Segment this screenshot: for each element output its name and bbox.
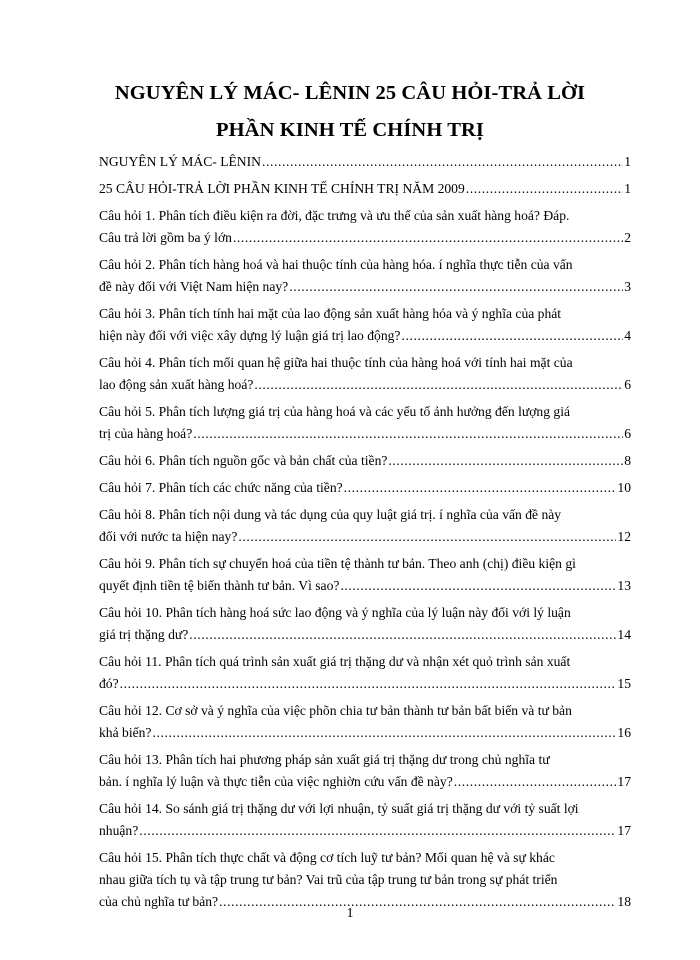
toc-page-number: 17 bbox=[617, 823, 631, 838]
toc-entry-last-line bbox=[99, 423, 631, 445]
toc-entry[interactable] bbox=[99, 178, 631, 200]
toc-entry-text: Câu hỏi 15. Phân tích thực chất và động cơ tích luỹ tư bản? Mối quan hệ và sự khác bbox=[99, 850, 555, 865]
toc-page-number: 14 bbox=[617, 627, 631, 642]
toc-entry-text: nhuận? bbox=[99, 823, 139, 838]
toc-page-number: 16 bbox=[617, 725, 631, 740]
toc-entry[interactable] bbox=[99, 401, 631, 445]
toc-entry[interactable] bbox=[99, 651, 631, 695]
toc-entry[interactable] bbox=[99, 303, 631, 347]
toc-entry-text: Câu hỏi 6. Phân tích nguồn gốc và bản chất của tiền? bbox=[99, 453, 388, 468]
toc-page-number: 17 bbox=[617, 774, 631, 789]
toc-dot-leader bbox=[401, 325, 623, 347]
toc-dot-leader bbox=[454, 771, 617, 793]
toc-page-number: 10 bbox=[617, 480, 631, 495]
toc-entry-text: bản. í nghĩa lý luận và thực tiễn của việc nghiờn cứu vấn đề này? bbox=[99, 774, 453, 789]
toc-entry-text: của chủ nghĩa tư bản? bbox=[99, 894, 219, 909]
toc-entry-text: nhau giữa tích tụ và tập trung tư bản? Vai trũ của tập trung tư bản trong sự phát triển bbox=[99, 872, 558, 887]
toc-entry[interactable] bbox=[99, 553, 631, 597]
toc-entry-last-line bbox=[99, 722, 631, 744]
toc-entry-text: Câu hỏi 7. Phân tích các chức năng của tiền? bbox=[99, 480, 343, 495]
toc-dot-leader bbox=[139, 820, 616, 842]
toc-entry-text: Câu hỏi 5. Phân tích lượng giá trị của hàng hoá và các yếu tố ảnh hưởng đến lượng giá bbox=[99, 404, 571, 419]
toc-entry[interactable] bbox=[99, 205, 631, 249]
toc-entry-text: Câu hỏi 10. Phân tích hàng hoá sức lao động và ý nghĩa của lý luận này đối với lý luận bbox=[99, 605, 571, 620]
toc-entry-last-line bbox=[99, 477, 631, 499]
toc-entry-last-line bbox=[99, 820, 631, 842]
toc-dot-leader bbox=[120, 673, 617, 695]
toc-entry[interactable] bbox=[99, 504, 631, 548]
toc-entry[interactable] bbox=[99, 847, 631, 913]
document-title-line-1: NGUYÊN LÝ MÁC- LÊNIN 25 CÂU HỎI-TRẢ LỜI bbox=[114, 82, 586, 104]
toc-entry[interactable] bbox=[99, 352, 631, 396]
toc-dot-leader bbox=[233, 227, 623, 249]
document-title-line-2: PHẦN KINH TẾ CHÍNH TRỊ bbox=[216, 119, 484, 141]
toc-entry-text: Câu hỏi 8. Phân tích nội dung và tác dụng của quy luật giá trị. í nghĩa của vấn đề này bbox=[99, 507, 562, 522]
toc-entry-text: Câu hỏi 13. Phân tích hai phương pháp sản xuất giá trị thặng dư trong chủ nghĩa tư bbox=[99, 752, 550, 767]
toc-entry-last-line bbox=[99, 151, 631, 173]
toc-page-number: 6 bbox=[624, 377, 631, 392]
toc-entry-text: đề này đối với Việt Nam hiện nay? bbox=[99, 279, 289, 294]
toc-dot-leader bbox=[152, 722, 616, 744]
toc-dot-leader bbox=[238, 526, 616, 548]
toc-entry-text: đối với nước ta hiện nay? bbox=[99, 529, 238, 544]
toc-entry[interactable] bbox=[99, 602, 631, 646]
toc-entry-text: giá trị thặng dư? bbox=[99, 627, 189, 642]
toc-entry-text: lao động sản xuất hàng hoá? bbox=[99, 377, 254, 392]
toc-page-number: 1 bbox=[624, 181, 631, 196]
toc-dot-leader bbox=[193, 423, 623, 445]
toc-entry-last-line bbox=[99, 526, 631, 548]
toc-entry-text: Câu hỏi 3. Phân tích tính hai mặt của lao động sản xuất hàng hóa và ý nghĩa của phát bbox=[99, 306, 562, 321]
toc-dot-leader bbox=[344, 477, 617, 499]
toc-entry-text: Câu hỏi 4. Phân tích mối quan hệ giữa hai thuộc tính của hàng hoá với tính hai mặt của bbox=[99, 355, 573, 370]
toc-entry-text: trị của hàng hoá? bbox=[99, 426, 193, 441]
toc-entry[interactable] bbox=[99, 450, 631, 472]
toc-entry-last-line bbox=[99, 673, 631, 695]
toc-page-number: 3 bbox=[624, 279, 631, 294]
toc-entry-text: Câu hỏi 2. Phân tích hàng hoá và hai thuộc tính của hàng hóa. í nghĩa thực tiễn của vấn bbox=[99, 257, 573, 272]
toc-entry-last-line bbox=[99, 227, 631, 249]
toc-entry-text: Câu trả lời gồm ba ý lớn bbox=[99, 230, 232, 245]
toc-entry[interactable] bbox=[99, 477, 631, 499]
table-of-contents bbox=[99, 151, 631, 918]
toc-entry-last-line bbox=[99, 325, 631, 347]
toc-entry-text: đó? bbox=[99, 676, 119, 691]
toc-page-number: 8 bbox=[624, 453, 631, 468]
toc-page-number: 15 bbox=[617, 676, 631, 691]
toc-entry[interactable] bbox=[99, 749, 631, 793]
toc-entry-text: quyết định tiền tệ biến thành tư bản. Vì sao? bbox=[99, 578, 340, 593]
page-number: 1 bbox=[346, 906, 354, 921]
toc-entry-text: Câu hỏi 11. Phân tích quá trình sản xuất giá trị thặng dư và nhận xét quỏ trình sản xuất bbox=[99, 654, 571, 669]
toc-entry-last-line bbox=[99, 276, 631, 298]
toc-page-number: 18 bbox=[617, 894, 631, 909]
toc-page-number: 1 bbox=[624, 154, 631, 169]
toc-dot-leader bbox=[189, 624, 616, 646]
toc-entry-text: khả biến? bbox=[99, 725, 152, 740]
toc-entry-last-line bbox=[99, 178, 631, 200]
toc-page-number: 4 bbox=[624, 328, 631, 343]
toc-dot-leader bbox=[466, 178, 623, 200]
toc-entry-last-line bbox=[99, 575, 631, 597]
toc-dot-leader bbox=[254, 374, 623, 396]
toc-entry-last-line bbox=[99, 771, 631, 793]
toc-entry-text: Câu hỏi 1. Phân tích điều kiện ra đời, đặc trưng và ưu thế của sản xuất hàng hoá? Đáp. bbox=[99, 208, 570, 223]
toc-dot-leader bbox=[388, 450, 623, 472]
toc-dot-leader bbox=[289, 276, 623, 298]
toc-entry-last-line bbox=[99, 624, 631, 646]
toc-entry[interactable] bbox=[99, 254, 631, 298]
toc-dot-leader bbox=[340, 575, 616, 597]
toc-entry[interactable] bbox=[99, 798, 631, 842]
toc-entry[interactable] bbox=[99, 700, 631, 744]
toc-page-number: 12 bbox=[617, 529, 631, 544]
toc-entry-text: Câu hỏi 9. Phân tích sự chuyển hoá của tiền tệ thành tư bản. Theo anh (chị) điều kiện gì bbox=[99, 556, 576, 571]
toc-dot-leader bbox=[262, 151, 623, 173]
toc-entry-text: hiện này đối với việc xây dựng lý luận giá trị lao động? bbox=[99, 328, 401, 343]
toc-entry-text: NGUYÊN LÝ MÁC- LÊNIN bbox=[99, 154, 261, 169]
toc-entry-last-line bbox=[99, 450, 631, 472]
toc-entry-text: Câu hỏi 12. Cơ sở và ý nghĩa của việc phõn chia tư bản thành tư bản bất biến và tư bản bbox=[99, 703, 572, 718]
toc-entry-text: Câu hỏi 14. So sánh giá trị thặng dư với lợi nhuận, tỷ suất giá trị thặng dư với tỷ suất lợi bbox=[99, 801, 579, 816]
toc-entry[interactable] bbox=[99, 151, 631, 173]
toc-entry-last-line bbox=[99, 374, 631, 396]
toc-page-number: 6 bbox=[624, 426, 631, 441]
toc-entry-text: 25 CÂU HỎI-TRẢ LỜI PHẦN KINH TẾ CHÍNH TRỊ NĂM 2009 bbox=[99, 181, 465, 196]
toc-page-number: 13 bbox=[617, 578, 631, 593]
toc-page-number: 2 bbox=[624, 230, 631, 245]
